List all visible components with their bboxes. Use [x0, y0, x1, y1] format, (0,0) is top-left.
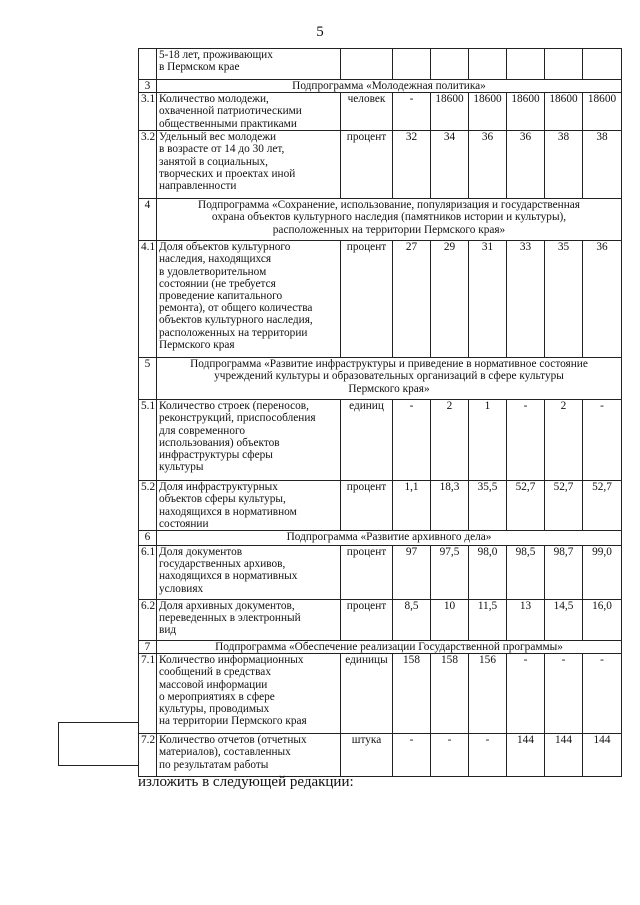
- subprogram-header-row: [139, 640, 622, 653]
- indicator-value-year-4: 36: [507, 131, 545, 199]
- indicator-value-year-3: -: [469, 734, 507, 777]
- page-number: 5: [316, 24, 324, 40]
- subprogram-number: 7: [139, 640, 157, 653]
- subprogram-header-row: [139, 80, 622, 93]
- indicator-name: 5-18 лет, проживающих в Пермском крае: [157, 49, 341, 80]
- indicator-value-year-1: 8,5: [393, 599, 431, 640]
- indicator-value-year-2: 18600: [431, 93, 469, 131]
- indicator-name: Количество строек (переносов, реконструкций, приспособления для современного использования) объектов инфраструктуры сферы культуры: [157, 400, 341, 481]
- indicator-number: 3.2: [139, 131, 157, 199]
- indicator-number: [139, 49, 157, 80]
- indicator-value-year-6: 38: [583, 131, 622, 199]
- indicator-row: [139, 599, 622, 640]
- indicator-value-year-6: 99,0: [583, 545, 622, 599]
- indicator-value-year-1: 1,1: [393, 481, 431, 531]
- indicator-value-year-5: 98,7: [545, 545, 583, 599]
- indicator-unit: процент: [341, 481, 393, 531]
- indicator-value-year-3: 36: [469, 131, 507, 199]
- indicator-name: Доля инфраструктурных объектов сферы культуры, находящихся в нормативном состоянии: [157, 481, 341, 531]
- indicator-value-year-6: 52,7: [583, 481, 622, 531]
- indicator-value-year-1: 32: [393, 131, 431, 199]
- indicators-table: [138, 48, 622, 777]
- indicator-row: [139, 49, 622, 80]
- table-left-rule: [58, 722, 139, 766]
- indicator-name: Доля объектов культурного наследия, находящихся в удовлетворительном состоянии (не требуется проведение капитального ремонта), от общего количества объектов культурного наследия, расположенных на территории Пермского края: [157, 241, 341, 358]
- indicator-value-year-3: [469, 49, 507, 80]
- indicator-row: [139, 545, 622, 599]
- indicator-unit: [341, 49, 393, 80]
- indicator-number: 5.2: [139, 481, 157, 531]
- indicator-number: 6.2: [139, 599, 157, 640]
- indicator-value-year-6: -: [583, 400, 622, 481]
- indicator-number: 5.1: [139, 400, 157, 481]
- indicator-unit: процент: [341, 241, 393, 358]
- indicator-value-year-4: 52,7: [507, 481, 545, 531]
- subprogram-title: Подпрограмма «Молодежная политика»: [157, 80, 622, 93]
- indicator-row: [139, 734, 622, 777]
- indicator-value-year-5: 14,5: [545, 599, 583, 640]
- subprogram-number: 6: [139, 530, 157, 545]
- indicator-value-year-2: 18,3: [431, 481, 469, 531]
- indicator-row: [139, 131, 622, 199]
- indicator-value-year-6: 144: [583, 734, 622, 777]
- indicator-number: 6.1: [139, 545, 157, 599]
- subprogram-header-row: [139, 199, 622, 241]
- indicator-row: [139, 241, 622, 358]
- indicator-value-year-1: -: [393, 93, 431, 131]
- indicator-value-year-5: 52,7: [545, 481, 583, 531]
- indicator-value-year-5: -: [545, 654, 583, 734]
- indicator-name: Доля архивных документов, переведенных в электронный вид: [157, 599, 341, 640]
- indicator-unit: человек: [341, 93, 393, 131]
- indicator-value-year-5: 18600: [545, 93, 583, 131]
- indicator-value-year-4: 33: [507, 241, 545, 358]
- indicator-unit: процент: [341, 599, 393, 640]
- indicator-value-year-6: [583, 49, 622, 80]
- indicator-unit: процент: [341, 131, 393, 199]
- subprogram-title: Подпрограмма «Сохранение, использование, популяризация и государственная охрана объектов культурного наследия (памятников истории и культуры), расположенных на территории Пермского края»: [157, 199, 622, 241]
- indicator-value-year-5: 35: [545, 241, 583, 358]
- indicator-value-year-5: 38: [545, 131, 583, 199]
- indicator-value-year-3: 35,5: [469, 481, 507, 531]
- indicator-name: Количество отчетов (отчетных материалов), составленных по результатам работы: [157, 734, 341, 777]
- subprogram-header-row: [139, 358, 622, 400]
- indicator-value-year-2: -: [431, 734, 469, 777]
- indicator-value-year-3: 1: [469, 400, 507, 481]
- subprogram-title: Подпрограмма «Развитие архивного дела»: [157, 530, 622, 545]
- indicator-value-year-2: 158: [431, 654, 469, 734]
- indicator-row: [139, 654, 622, 734]
- indicator-value-year-1: 27: [393, 241, 431, 358]
- indicator-value-year-3: 11,5: [469, 599, 507, 640]
- indicator-name: Количество информационных сообщений в средствах массовой информации о мероприятиях в сфере культуры, проводимых на территории Пермского края: [157, 654, 341, 734]
- subprogram-number: 5: [139, 358, 157, 400]
- indicator-value-year-2: [431, 49, 469, 80]
- indicator-row: [139, 481, 622, 531]
- indicator-value-year-5: 2: [545, 400, 583, 481]
- indicator-value-year-1: 97: [393, 545, 431, 599]
- indicator-number: 7.2: [139, 734, 157, 777]
- indicator-value-year-2: 29: [431, 241, 469, 358]
- indicator-value-year-3: 18600: [469, 93, 507, 131]
- indicator-name: Количество молодежи, охваченной патриотическими общественными практиками: [157, 93, 341, 131]
- indicator-unit: процент: [341, 545, 393, 599]
- closing-phrase: изложить в следующей редакции:: [138, 774, 354, 790]
- subprogram-title: Подпрограмма «Обеспечение реализации Государственной программы»: [157, 640, 622, 653]
- indicator-name: Доля документов государственных архивов, находящихся в нормативных условиях: [157, 545, 341, 599]
- indicator-value-year-4: -: [507, 400, 545, 481]
- indicator-value-year-5: [545, 49, 583, 80]
- indicator-value-year-5: 144: [545, 734, 583, 777]
- indicator-row: [139, 93, 622, 131]
- subprogram-number: 3: [139, 80, 157, 93]
- indicator-row: [139, 400, 622, 481]
- indicator-name: Удельный вес молодежи в возрасте от 14 до 30 лет, занятой в социальных, творческих и проектах иной направленности: [157, 131, 341, 199]
- subprogram-number: 4: [139, 199, 157, 241]
- indicator-value-year-2: 34: [431, 131, 469, 199]
- indicator-number: 3.1: [139, 93, 157, 131]
- indicator-value-year-2: 97,5: [431, 545, 469, 599]
- indicator-value-year-4: 144: [507, 734, 545, 777]
- indicator-value-year-3: 98,0: [469, 545, 507, 599]
- indicator-value-year-4: 18600: [507, 93, 545, 131]
- indicator-value-year-2: 10: [431, 599, 469, 640]
- indicator-value-year-4: 98,5: [507, 545, 545, 599]
- indicator-value-year-6: 36: [583, 241, 622, 358]
- indicator-value-year-6: 18600: [583, 93, 622, 131]
- indicator-value-year-4: 13: [507, 599, 545, 640]
- indicator-value-year-1: -: [393, 400, 431, 481]
- indicator-unit: штука: [341, 734, 393, 777]
- indicator-number: 4.1: [139, 241, 157, 358]
- indicator-number: 7.1: [139, 654, 157, 734]
- subprogram-header-row: [139, 530, 622, 545]
- indicator-value-year-1: [393, 49, 431, 80]
- indicator-value-year-6: 16,0: [583, 599, 622, 640]
- indicator-value-year-4: -: [507, 654, 545, 734]
- indicator-value-year-2: 2: [431, 400, 469, 481]
- indicator-unit: единиц: [341, 400, 393, 481]
- indicator-unit: единицы: [341, 654, 393, 734]
- indicator-value-year-1: -: [393, 734, 431, 777]
- indicator-value-year-4: [507, 49, 545, 80]
- indicator-value-year-6: -: [583, 654, 622, 734]
- indicator-value-year-1: 158: [393, 654, 431, 734]
- indicator-value-year-3: 156: [469, 654, 507, 734]
- indicator-value-year-3: 31: [469, 241, 507, 358]
- subprogram-title: Подпрограмма «Развитие инфраструктуры и приведение в нормативное состояние учреждений культуры и образовательных организаций в сфере культуры Пермского края»: [157, 358, 622, 400]
